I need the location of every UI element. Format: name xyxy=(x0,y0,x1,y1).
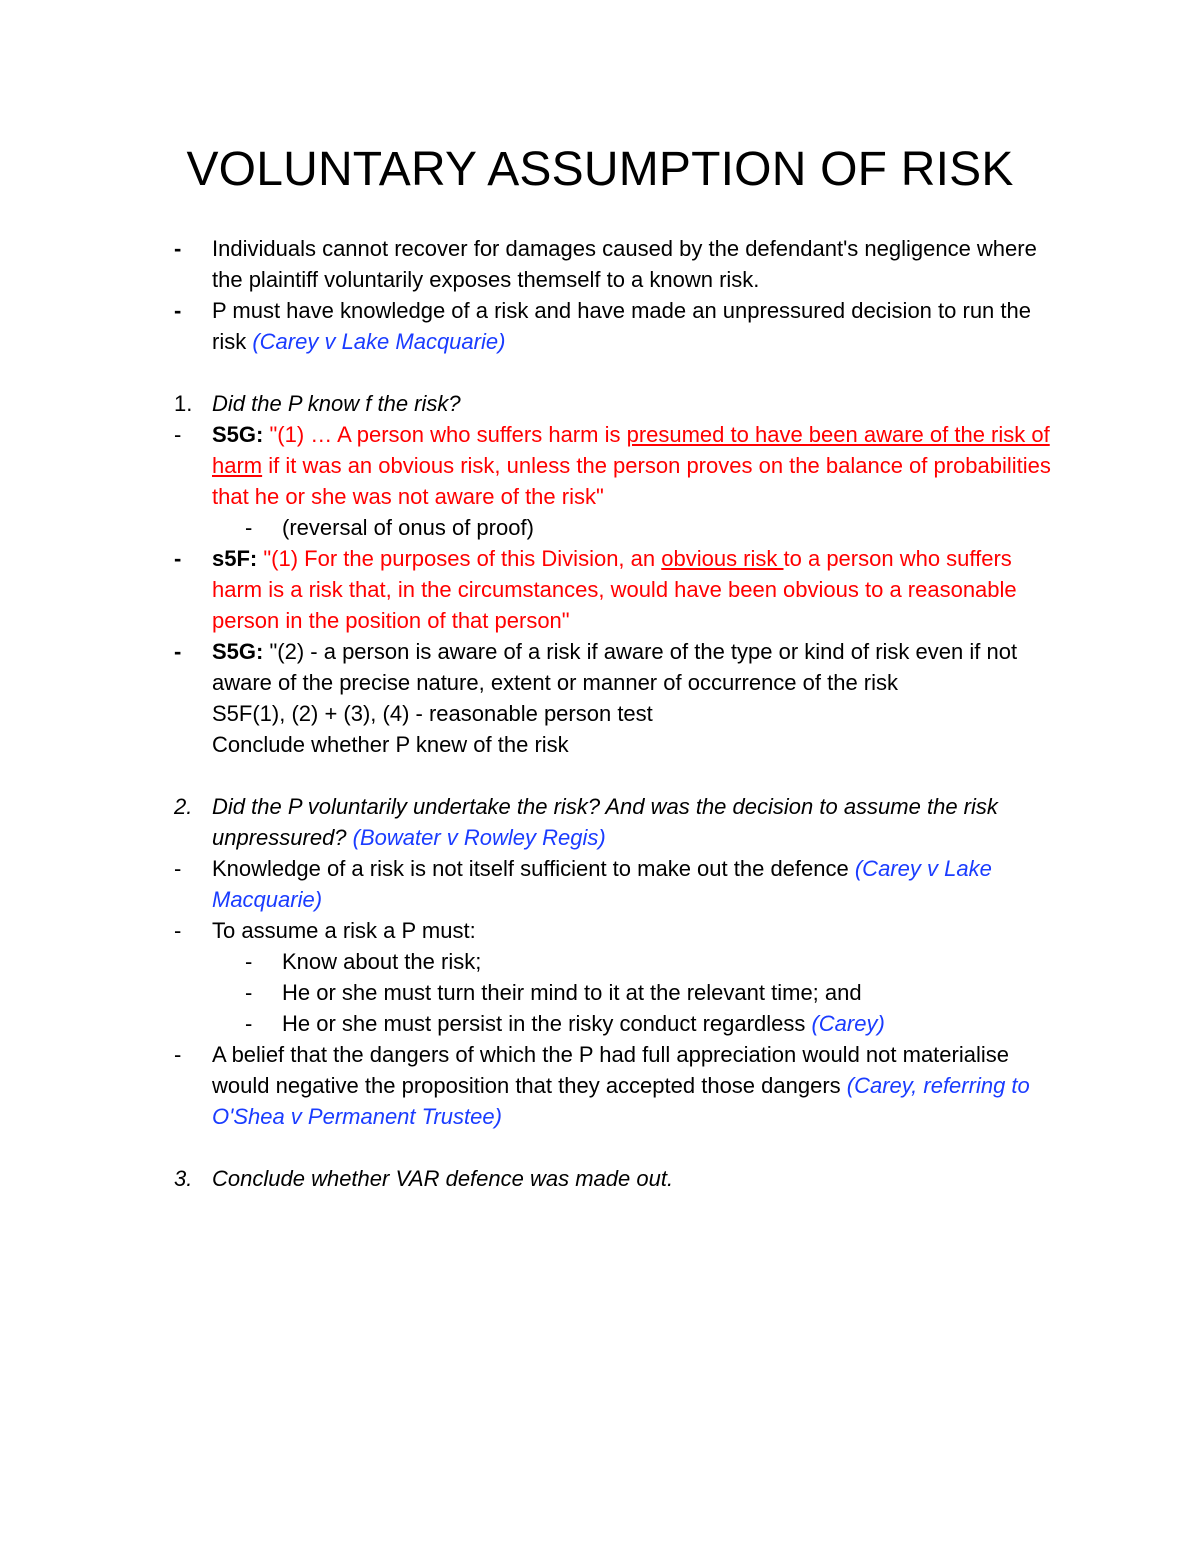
list-text: He or she must persist in the risky conduct regardless xyxy=(282,1011,812,1036)
bullet-dash: - xyxy=(174,236,182,261)
bullet-dash: - xyxy=(174,298,182,323)
bullet-dash: - xyxy=(245,980,253,1005)
section-heading-1 xyxy=(0,388,1062,419)
case-citation: (Carey v Lake Macquarie) xyxy=(252,329,506,354)
bullet-dash: - xyxy=(174,856,182,881)
bullet-dash: - xyxy=(245,949,253,974)
statute-label: S5G: xyxy=(212,422,264,447)
test-text: S5F(1), (2) + (3), (4) - reasonable person test xyxy=(212,701,653,726)
list-item xyxy=(0,419,1062,512)
section-question: Did the P know f the risk? xyxy=(212,391,461,416)
case-citation: (Bowater v Rowley Regis) xyxy=(352,825,606,850)
section-number: 2. xyxy=(174,794,193,819)
bullet-dash: - xyxy=(174,422,182,447)
statute-label: s5F: xyxy=(212,546,258,571)
statute-text: if it was an obvious risk, unless the person proves on the balance of probabilities that he or she was not aware of the risk" xyxy=(212,453,1051,509)
statute-label: S5G: xyxy=(212,639,264,664)
section-question: Did the P voluntarily undertake the risk? And was the decision to assume the risk unpressured? xyxy=(212,794,998,850)
list-item xyxy=(0,977,1062,1008)
list-text: Know about the risk; xyxy=(282,949,482,974)
list-item xyxy=(0,636,1062,760)
bullet-dash: - xyxy=(174,546,182,571)
statute-text: "(1) For the purposes of this Division, an xyxy=(257,546,662,571)
list-item xyxy=(0,946,1062,977)
bullet-dash: - xyxy=(245,1011,253,1036)
list-text: A belief that the dangers of which the P had full appreciation would not materialise would negative the proposition that they accepted those dangers xyxy=(212,1042,1009,1098)
bullet-dash: - xyxy=(245,515,253,540)
statute-underlined: obvious risk xyxy=(661,546,784,571)
note-text: (reversal of onus of proof) xyxy=(282,515,534,540)
page-title: VOLUNTARY ASSUMPTION OF RISK xyxy=(186,143,1014,196)
intro-text-1: Individuals cannot recover for damages caused by the defendant's negligence where the plaintiff voluntarily exposes themself to a known risk. xyxy=(212,236,1037,292)
case-citation: (Carey v Lake Macquarie) xyxy=(212,856,992,912)
list-item xyxy=(0,295,1062,357)
section-heading-2 xyxy=(0,791,1062,853)
list-item xyxy=(0,1008,1062,1039)
statute-text: "(1) … A person who suffers harm is xyxy=(263,422,627,447)
statute-underlined: presumed to have been aware of the risk of harm xyxy=(212,422,1050,478)
list-item xyxy=(0,512,1062,543)
section-number: 1. xyxy=(174,391,193,416)
list-item xyxy=(0,853,1062,915)
list-item xyxy=(0,543,1062,636)
document-body xyxy=(0,233,1200,1194)
bullet-dash: - xyxy=(174,1042,182,1067)
list-text: Knowledge of a risk is not itself sufficient to make out the defence xyxy=(212,856,855,881)
list-text: To assume a risk a P must: xyxy=(212,918,476,943)
section-heading-3 xyxy=(0,1163,1062,1194)
section-number: 3. xyxy=(174,1166,193,1191)
statute-text: "(2) - a person is aware of a risk if aware of the type or kind of risk even if not aware of the precise nature, extent or manner of occurrence of the risk xyxy=(212,639,1018,695)
list-item xyxy=(0,915,1062,946)
case-citation: (Carey) xyxy=(811,1011,885,1036)
intro-text-2: P must have knowledge of a risk and have made an unpressured decision to run the risk xyxy=(212,298,1031,354)
case-citation: (Carey, referring to O'Shea v Permanent Trustee) xyxy=(212,1073,1030,1129)
list-text: He or she must turn their mind to it at the relevant time; and xyxy=(282,980,862,1005)
statute-text: to a person who suffers harm is a risk that, in the circumstances, would have been obvious to a reasonable person in the position of that person" xyxy=(212,546,1017,633)
list-item xyxy=(0,233,1062,295)
bullet-dash: - xyxy=(174,639,182,664)
list-item xyxy=(0,1039,1062,1132)
conclude-text: Conclude whether P knew of the risk xyxy=(212,732,569,757)
section-question: Conclude whether VAR defence was made out. xyxy=(212,1166,674,1191)
bullet-dash: - xyxy=(174,918,182,943)
